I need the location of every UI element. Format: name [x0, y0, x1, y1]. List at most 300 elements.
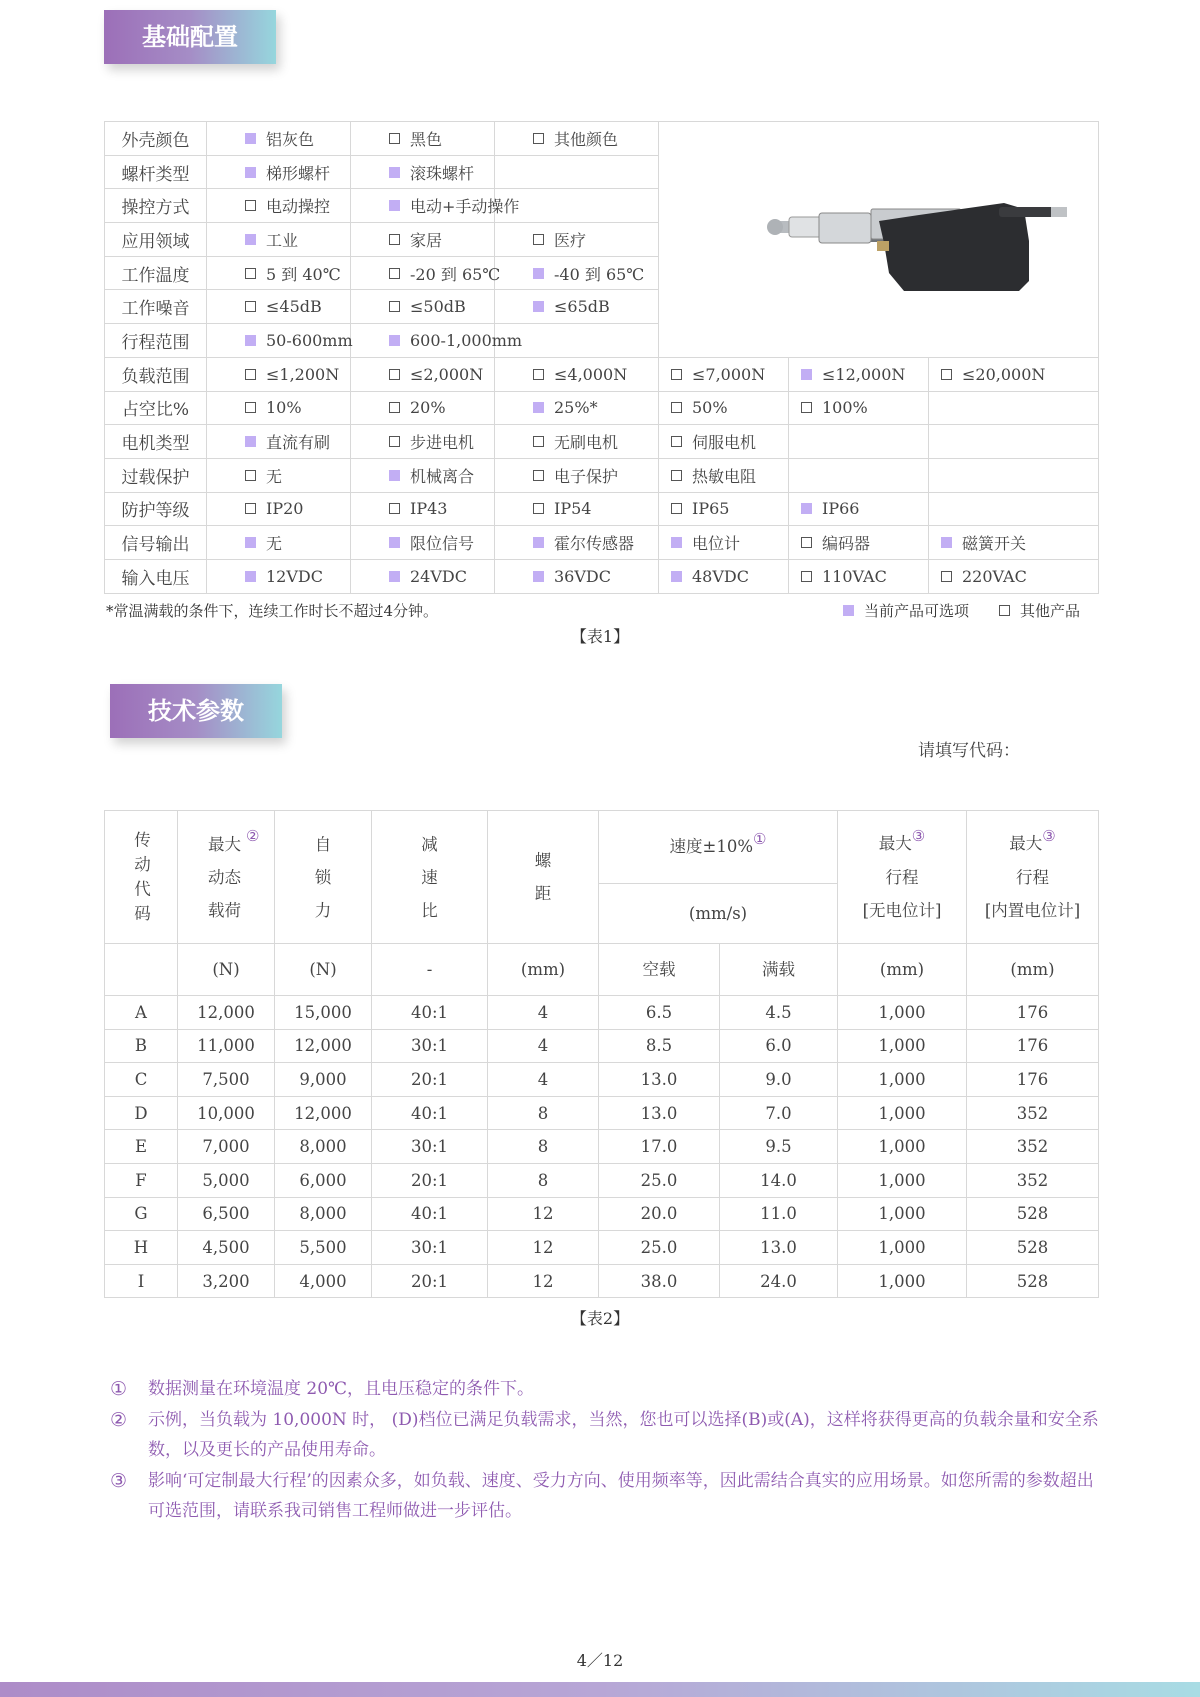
checked-box-icon — [941, 537, 952, 548]
table-cell: 17.0 — [599, 1130, 720, 1164]
note-text: 数据测量在环境温度 20℃，且电压稳定的条件下。 — [148, 1379, 535, 1399]
table-cell: 528 — [967, 1264, 1099, 1298]
config-table — [104, 121, 1099, 594]
checked-box-icon — [389, 200, 400, 211]
note-number: ② — [110, 1408, 128, 1431]
config-option-cell — [351, 425, 495, 459]
table-cell: 10,000 — [178, 1096, 275, 1130]
config-option-cell — [789, 492, 929, 526]
config-row — [105, 122, 1099, 156]
config-option-cell — [351, 492, 495, 526]
config-option-cell — [207, 256, 351, 290]
table-cell: 12 — [488, 1197, 599, 1231]
marker-3a: ③ — [911, 827, 926, 845]
config-option — [533, 365, 627, 384]
config-option-label: ≤45dB — [266, 297, 322, 317]
table-cell: 9,000 — [275, 1063, 372, 1097]
config-option — [245, 127, 314, 150]
note-item — [110, 1374, 1100, 1405]
unchecked-box-icon — [389, 369, 400, 380]
table-cell: 352 — [967, 1163, 1099, 1197]
config-row-label: 输入电压 — [105, 559, 207, 593]
config-option-label: 机械离合 — [410, 466, 475, 486]
table-cell: 30:1 — [372, 1231, 488, 1265]
config-option — [533, 262, 644, 285]
unchecked-box-icon — [671, 503, 682, 514]
table-cell: 12,000 — [178, 996, 275, 1030]
config-option-label: 220VAC — [962, 566, 1027, 586]
config-option-cell — [495, 526, 659, 560]
config-option-label: -40 到 65℃ — [554, 264, 645, 284]
table-cell: 20:1 — [372, 1264, 488, 1298]
header-ratio — [372, 811, 488, 944]
unchecked-box-icon — [389, 234, 400, 245]
table2-caption: 【表2】 — [570, 1309, 630, 1328]
checked-box-icon — [389, 470, 400, 481]
unit-fullload: 满载 — [720, 944, 838, 996]
table-cell: 4,000 — [275, 1264, 372, 1298]
config-option-label: ≤4,000N — [554, 364, 628, 384]
unchecked-box-icon — [245, 503, 256, 514]
table1-caption: 【表1】 — [570, 627, 630, 646]
config-option — [941, 365, 1045, 384]
unchecked-box-icon — [389, 436, 400, 447]
table-cell: 4 — [488, 1063, 599, 1097]
unchecked-box-icon — [533, 503, 544, 514]
config-option-label: 50-600mm — [266, 330, 353, 350]
table-cell: 1,000 — [838, 996, 967, 1030]
config-option-cell — [351, 324, 523, 358]
unchecked-box-icon — [389, 503, 400, 514]
table-cell: 25.0 — [599, 1231, 720, 1265]
config-option-label: 600-1,000mm — [410, 330, 523, 350]
header-stroke1-a: 最大 — [878, 834, 912, 853]
config-option — [245, 331, 353, 350]
unchecked-box-icon — [245, 268, 256, 279]
config-option — [671, 499, 729, 518]
table-cell: 14.0 — [720, 1163, 838, 1197]
config-option-label: 24VDC — [410, 566, 467, 586]
config-option — [389, 331, 522, 350]
table-cell: 1,000 — [838, 1197, 967, 1231]
legend-checked-swatch — [843, 605, 854, 616]
config-row-label: 操控方式 — [105, 189, 207, 223]
config-option-label: 滚珠螺杆 — [410, 163, 475, 183]
config-option — [245, 398, 302, 417]
table-cell: I — [105, 1264, 178, 1298]
config-option-label: 电动操控 — [266, 197, 331, 217]
section-title-basic-config: 基础配置 — [104, 10, 276, 64]
header-load-text: 最大动态载荷 — [208, 834, 241, 920]
config-option-label: ≤20,000N — [962, 364, 1046, 384]
config-option-label: 伺服电机 — [692, 433, 757, 453]
config-option-cell — [495, 290, 659, 324]
config-row-label: 螺杆类型 — [105, 155, 207, 189]
config-option-cell — [929, 391, 1099, 425]
config-option-label: ≤12,000N — [822, 364, 906, 384]
checked-box-icon — [389, 571, 400, 582]
table-cell: 528 — [967, 1231, 1099, 1265]
config-row — [105, 458, 1099, 492]
config-option — [389, 262, 500, 285]
config-option-cell — [659, 492, 789, 526]
unchecked-box-icon — [671, 369, 682, 380]
config-row — [105, 526, 1099, 560]
checked-box-icon — [389, 167, 400, 178]
config-option-cell — [789, 391, 929, 425]
config-option-cell — [207, 223, 351, 257]
config-option-cell — [207, 290, 351, 324]
config-option-label: IP65 — [692, 499, 730, 519]
config-row — [105, 492, 1099, 526]
config-option — [801, 567, 887, 586]
config-option-cell — [495, 256, 659, 290]
header-stroke2-b: 行程 — [1016, 868, 1050, 887]
config-option — [389, 398, 446, 417]
config-option-label: 12VDC — [266, 566, 323, 586]
config-option — [671, 365, 765, 384]
config-option — [389, 430, 474, 453]
config-option-label: 电动+手动操作 — [410, 197, 520, 217]
config-option-label: ≤1,200N — [266, 364, 340, 384]
header-stroke2-a: 最大 — [1009, 834, 1043, 853]
marker-2: ② — [246, 826, 260, 845]
table-cell: 13.0 — [720, 1231, 838, 1265]
config-option-label: 100% — [822, 398, 868, 418]
config-option — [389, 464, 474, 487]
config-option — [533, 464, 618, 487]
config-option-label: IP66 — [822, 499, 860, 519]
config-option-cell — [495, 122, 659, 156]
config-option-cell — [351, 458, 495, 492]
table-cell: E — [105, 1130, 178, 1164]
table-cell: 8 — [488, 1130, 599, 1164]
config-option-cell — [351, 290, 495, 324]
config-option-cell — [207, 189, 351, 223]
table-cell: 528 — [967, 1197, 1099, 1231]
config-option-label: 48VDC — [692, 566, 749, 586]
config-option — [245, 365, 339, 384]
table-cell: 6,000 — [275, 1163, 372, 1197]
table-cell: 15,000 — [275, 996, 372, 1030]
unchecked-box-icon — [533, 470, 544, 481]
table-cell: 176 — [967, 1029, 1099, 1063]
unit-code — [105, 944, 178, 996]
config-option-label: ≤65dB — [554, 297, 610, 317]
table-cell: 9.0 — [720, 1063, 838, 1097]
unchecked-box-icon — [801, 537, 812, 548]
config-option-cell — [929, 526, 1099, 560]
checked-box-icon — [533, 268, 544, 279]
config-option-cell — [659, 458, 789, 492]
config-row — [105, 425, 1099, 459]
config-option — [245, 262, 341, 285]
header-code — [105, 811, 178, 944]
config-option — [801, 398, 868, 417]
unit-pitch: (mm) — [488, 944, 599, 996]
config-option — [245, 464, 282, 487]
table-cell: 8 — [488, 1096, 599, 1130]
table-cell: 8,000 — [275, 1130, 372, 1164]
table-row — [105, 1063, 1099, 1097]
config-option-cell — [789, 559, 929, 593]
config-option — [533, 430, 618, 453]
table-row — [105, 1197, 1099, 1231]
checked-box-icon — [245, 537, 256, 548]
config-option-label: 霍尔传感器 — [554, 534, 635, 554]
config-option-cell — [495, 458, 659, 492]
config-option-cell — [207, 492, 351, 526]
unchecked-box-icon — [533, 436, 544, 447]
config-row — [105, 357, 1099, 391]
config-option — [245, 567, 323, 586]
config-option-cell — [351, 391, 495, 425]
checked-box-icon — [245, 167, 256, 178]
table-row — [105, 1264, 1099, 1298]
config-option-cell — [207, 526, 351, 560]
config-option-label: 医疗 — [554, 230, 587, 250]
table-cell: 13.0 — [599, 1096, 720, 1130]
config-option-label: ≤2,000N — [410, 364, 484, 384]
table-cell: 1,000 — [838, 1130, 967, 1164]
table-cell: 25.0 — [599, 1163, 720, 1197]
config-option — [389, 194, 519, 217]
table-cell: 24.0 — [720, 1264, 838, 1298]
config-option-cell — [495, 425, 659, 459]
config-option — [245, 430, 330, 453]
table-cell: 12 — [488, 1264, 599, 1298]
checked-box-icon — [671, 537, 682, 548]
config-option — [533, 297, 610, 316]
unit-load: (N) — [178, 944, 275, 996]
config-option — [389, 531, 474, 554]
config-option-cell — [659, 559, 789, 593]
unchecked-box-icon — [245, 200, 256, 211]
config-row-label: 工作温度 — [105, 256, 207, 290]
config-option-cell — [495, 357, 659, 391]
table-row — [105, 1029, 1099, 1063]
legend-on-label: 当前产品可选项 — [864, 602, 970, 620]
note-text: 影响‘可定制最大行程’的因素众多，如负载、速度、受力方向、使用频率等，因此需结合真实的应用场景。如您所需的参数超出可选范围，请联系我司销售工程师做进一步评估。 — [148, 1470, 1094, 1521]
unit-stroke2: (mm) — [967, 944, 1099, 996]
marker-3b: ③ — [1042, 827, 1056, 845]
config-option-label: 36VDC — [554, 566, 611, 586]
config-option-cell — [207, 425, 351, 459]
config-option-label: IP43 — [410, 499, 448, 519]
config-option-label: 铝灰色 — [266, 129, 315, 149]
legend-unchecked-swatch — [999, 605, 1010, 616]
config-option — [245, 297, 322, 316]
table-cell: D — [105, 1096, 178, 1130]
checked-box-icon — [245, 133, 256, 144]
marker-1: ① — [753, 830, 767, 848]
config-option — [533, 228, 586, 251]
unchecked-box-icon — [671, 436, 682, 447]
table-cell: B — [105, 1029, 178, 1063]
config-option-label: 50% — [692, 398, 728, 418]
product-image — [659, 122, 1099, 358]
config-option — [671, 430, 756, 453]
config-option-cell — [351, 559, 495, 593]
note-item — [110, 1405, 1100, 1466]
config-option-cell — [929, 559, 1099, 593]
table-cell: C — [105, 1063, 178, 1097]
config-option-cell — [207, 122, 351, 156]
config-option — [245, 499, 303, 518]
config-option — [941, 567, 1027, 586]
config-option — [389, 127, 442, 150]
config-option — [389, 297, 466, 316]
note-number: ③ — [110, 1469, 128, 1492]
table-cell: 20:1 — [372, 1163, 488, 1197]
table-cell: 1,000 — [838, 1063, 967, 1097]
config-option-label: 电子保护 — [554, 466, 619, 486]
checked-box-icon — [533, 301, 544, 312]
table-cell: 7.0 — [720, 1096, 838, 1130]
config-option — [245, 228, 298, 251]
config-option-cell — [929, 458, 1099, 492]
config-option-label: -20 到 65℃ — [410, 264, 501, 284]
header-ratio-text: 减速比 — [421, 834, 438, 920]
unchecked-box-icon — [245, 470, 256, 481]
config-row-label: 外壳颜色 — [105, 122, 207, 156]
config-option-label: 110VAC — [822, 566, 887, 586]
table-cell: 6,500 — [178, 1197, 275, 1231]
config-option-cell — [929, 492, 1099, 526]
unchecked-box-icon — [941, 369, 952, 380]
unchecked-box-icon — [533, 369, 544, 380]
config-row — [105, 559, 1099, 593]
table-cell: 7,500 — [178, 1063, 275, 1097]
table-cell: 40:1 — [372, 1096, 488, 1130]
table-cell: 13.0 — [599, 1063, 720, 1097]
table-cell: 9.5 — [720, 1130, 838, 1164]
table-cell: 7,000 — [178, 1130, 275, 1164]
config-row-label: 过载保护 — [105, 458, 207, 492]
config-option-label: 20% — [410, 398, 446, 418]
config-option-cell — [351, 526, 495, 560]
config-option-cell — [351, 256, 501, 290]
config-option — [389, 499, 447, 518]
config-option-label: IP20 — [266, 499, 304, 519]
config-option-cell — [351, 357, 495, 391]
header-stroke2-c: [内置电位计] — [984, 901, 1081, 920]
config-option-cell — [351, 155, 495, 189]
config-option-cell — [207, 324, 351, 358]
table-row — [105, 1163, 1099, 1197]
table-cell: 1,000 — [838, 1029, 967, 1063]
header-load — [178, 811, 275, 944]
checked-box-icon — [245, 436, 256, 447]
table-cell: 8.5 — [599, 1029, 720, 1063]
table-cell: 8 — [488, 1163, 599, 1197]
config-row-label: 行程范围 — [105, 324, 207, 358]
unit-ratio: - — [372, 944, 488, 996]
legend-off-label: 其他产品 — [1020, 602, 1081, 620]
table-cell: 4.5 — [720, 996, 838, 1030]
config-option-cell — [659, 391, 789, 425]
config-option — [533, 127, 618, 150]
header-stroke1-b: 行程 — [885, 868, 919, 887]
header-speed-text: 速度±10% — [669, 837, 754, 856]
unchecked-box-icon — [389, 301, 400, 312]
table-cell: 176 — [967, 996, 1099, 1030]
unchecked-box-icon — [245, 301, 256, 312]
config-option-cell — [789, 526, 929, 560]
tech-params-table — [104, 810, 1099, 1298]
config-option — [671, 567, 749, 586]
header-stroke-no-pot — [838, 811, 967, 944]
table-cell: 6.0 — [720, 1029, 838, 1063]
config-option-cell — [659, 425, 789, 459]
unchecked-box-icon — [245, 369, 256, 380]
config-option-cell — [207, 357, 351, 391]
config-option-cell — [495, 559, 659, 593]
config-option-cell — [659, 526, 789, 560]
config-option — [801, 531, 870, 554]
config-option-label: 黑色 — [410, 129, 443, 149]
table-row — [105, 1130, 1099, 1164]
config-option-cell — [351, 189, 520, 223]
table-cell: 11.0 — [720, 1197, 838, 1231]
table-cell: 12,000 — [275, 1096, 372, 1130]
config-option-label: 步进电机 — [410, 433, 475, 453]
config-option-label: 热敏电阻 — [692, 466, 757, 486]
table-cell: F — [105, 1163, 178, 1197]
checked-box-icon — [389, 335, 400, 346]
checked-box-icon — [245, 335, 256, 346]
unit-lock: (N) — [275, 944, 372, 996]
fill-code-label: 请填写代码： — [918, 741, 1020, 761]
table-cell: 4 — [488, 996, 599, 1030]
config-option-cell — [789, 458, 929, 492]
header-stroke-with-pot — [967, 811, 1099, 944]
section-title-tech-params: 技术参数 — [110, 684, 282, 738]
table-cell: 11,000 — [178, 1029, 275, 1063]
config-option-cell — [495, 155, 659, 189]
config-row-label: 占空比% — [105, 391, 207, 425]
checked-box-icon — [389, 537, 400, 548]
config-option — [533, 398, 598, 417]
config-row-label: 负载范围 — [105, 357, 207, 391]
table-cell: 5,500 — [275, 1231, 372, 1265]
page-number: 4／12 — [576, 1651, 624, 1670]
table-cell: 176 — [967, 1063, 1099, 1097]
notes — [110, 1374, 1100, 1527]
checked-box-icon — [671, 571, 682, 582]
table-cell: 20:1 — [372, 1063, 488, 1097]
config-option-label: 磁簧开关 — [962, 534, 1027, 554]
unchecked-box-icon — [801, 402, 812, 413]
unchecked-box-icon — [801, 571, 812, 582]
checked-box-icon — [533, 537, 544, 548]
config-option-label: 无 — [266, 466, 283, 486]
config-option-label: 5 到 40℃ — [266, 264, 341, 284]
config-option-cell — [495, 223, 659, 257]
checked-box-icon — [245, 571, 256, 582]
header-stroke1-c: [无电位计] — [862, 901, 942, 920]
config-option-label: ≤7,000N — [692, 364, 766, 384]
checked-box-icon — [533, 571, 544, 582]
table-cell: 1,000 — [838, 1264, 967, 1298]
table-cell: 20.0 — [599, 1197, 720, 1231]
config-option-cell — [495, 492, 659, 526]
config-option-label: ≤50dB — [410, 297, 466, 317]
config-option-label: 无 — [266, 534, 283, 554]
header-pitch-text: 螺距 — [534, 851, 552, 903]
table-cell: A — [105, 996, 178, 1030]
table-cell: 4,500 — [178, 1231, 275, 1265]
